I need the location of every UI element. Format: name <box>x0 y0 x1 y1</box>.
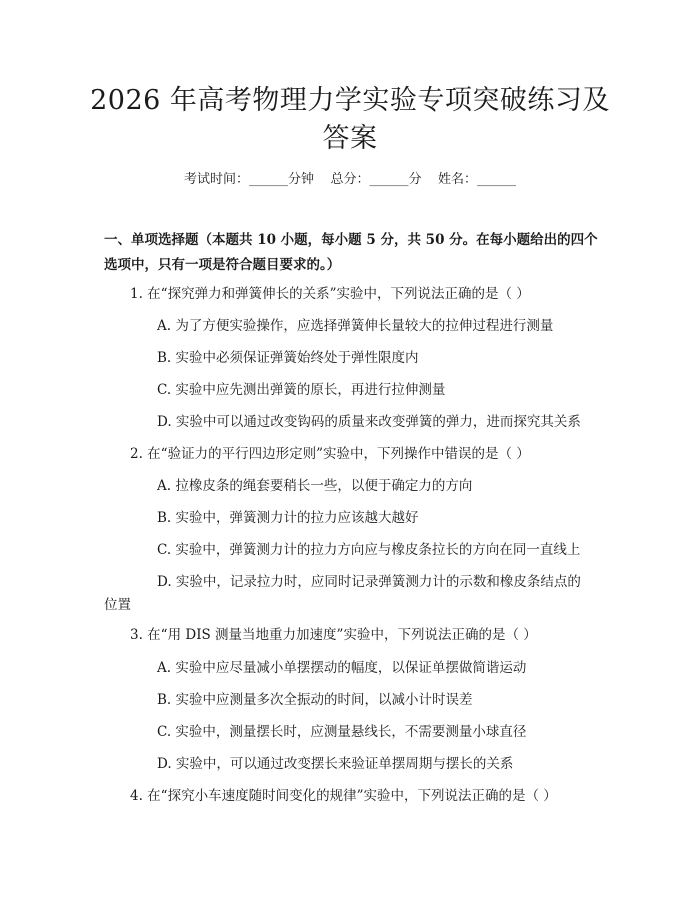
question-4-stem: 4. 在“探究小车速度随时间变化的规律”实验中，下列说法正确的是（ ） <box>130 788 557 804</box>
question-1-option-a: A. 为了方便实验操作，应选择弹簧伸长量较大的拉伸过程进行测量 <box>157 318 554 334</box>
question-1-stem: 1. 在“探究弹力和弹簧伸长的关系”实验中，下列说法正确的是（ ） <box>130 286 530 302</box>
question-2-option-c: C. 实验中，弹簧测力计的拉力方向应与橡皮条拉长的方向在同一直线上 <box>157 542 581 558</box>
question-3-option-a: A. 实验中应尽量减小单摆摆动的幅度，以保证单摆做简谐运动 <box>157 660 527 676</box>
question-2-option-d: D. 实验中，记录拉力时，应同时记录弹簧测力计的示数和橡皮条结点的 <box>157 574 581 590</box>
exam-info-line: 考试时间：______分钟 总分：______分 姓名：______ <box>183 172 517 187</box>
question-3-stem: 3. 在“用 DIS 测量当地重力加速度”实验中，下列说法正确的是（ ） <box>130 627 537 643</box>
question-2-stem: 2. 在“验证力的平行四边形定则”实验中，下列操作中错误的是（ ） <box>130 446 530 462</box>
question-2-option-b: B. 实验中，弹簧测力计的拉力应该越大越好 <box>157 510 419 526</box>
question-3-option-c: C. 实验中，测量摆长时，应测量悬线长，不需要测量小球直径 <box>157 724 527 740</box>
question-1-option-d: D. 实验中可以通过改变钩码的质量来改变弹簧的弹力，进而探究其关系 <box>157 414 581 430</box>
question-2-option-d-continuation: 位置 <box>104 597 131 613</box>
question-2-option-a: A. 拉橡皮条的绳套要稍长一些，以便于确定力的方向 <box>157 478 473 494</box>
question-1-option-b: B. 实验中必须保证弹簧始终处于弹性限度内 <box>157 350 419 366</box>
question-1-option-c: C. 实验中应先测出弹簧的原长，再进行拉伸测量 <box>157 382 446 398</box>
section-heading: 一、单项选择题（本题共 10 小题，每小题 5 分，共 50 分。在每小题给出的四个选项中，只有一项是符合题目要求的。） <box>104 232 598 273</box>
question-3-option-b: B. 实验中应测量多次全振动的时间，以减小计时误差 <box>157 692 473 708</box>
page-title: 2026 年高考物理力学实验专项突破练习及答案 <box>90 85 610 154</box>
question-3-option-d: D. 实验中，可以通过改变摆长来验证单摆周期与摆长的关系 <box>157 756 514 772</box>
